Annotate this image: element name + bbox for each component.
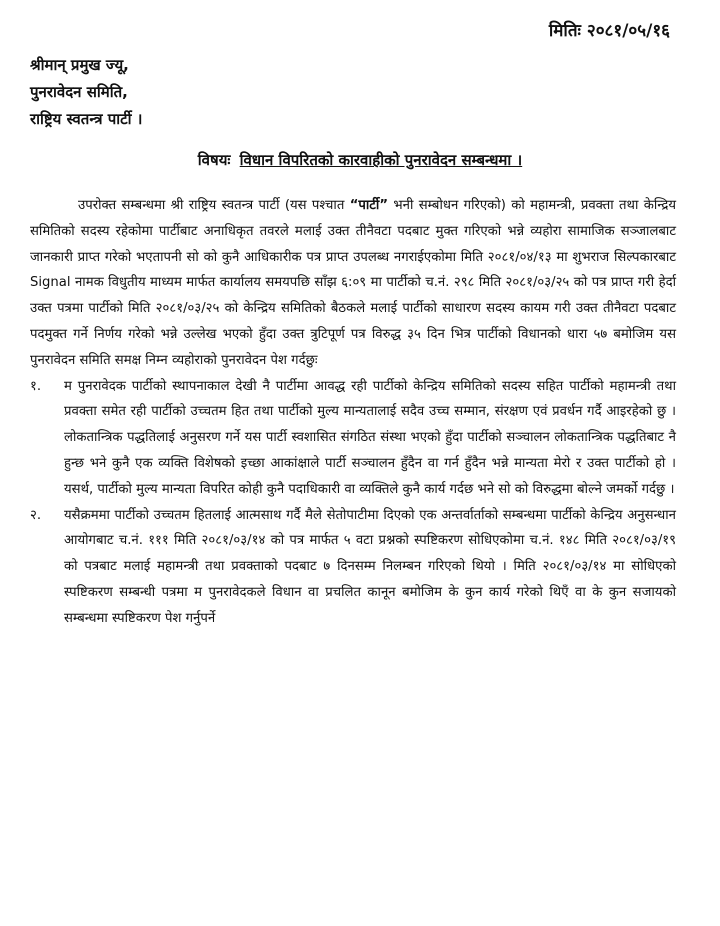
intro-paragraph bbox=[30, 193, 676, 374]
intro-quoted-term: “पार्टी” bbox=[349, 198, 388, 213]
intro-text-before: उपरोक्त सम्बन्धमा श्री राष्ट्रिय स्वतन्त्र पार्टी (यस पश्चात bbox=[78, 198, 350, 213]
addressee-line-2: पुनरावेदन समिति, bbox=[30, 83, 128, 101]
numbered-list bbox=[30, 374, 676, 632]
addressee-line-3: राष्ट्रिय स्वतन्त्र पार्टी । bbox=[30, 110, 143, 128]
letter-body bbox=[30, 193, 676, 632]
list-item-number: २. bbox=[30, 507, 42, 523]
list-item-text: यसैक्रममा पार्टीको उच्चतम हितलाई आत्मसाथ गर्दै मैले सेतोपाटीमा दिएको एक अन्तर्वार्ताको सम्बन्धमा पार्टीको केन्द्रिय अनुसन्धान आयोगबाट च.नं. १११ मिति २०८१/०३/१४ को पत्र मार्फत ५ वटा प्रश्नको स्पष्टिकरण सोधिएकोमा च.नं. १४८ मिति २०८१/०३/१९ को पत्रबाट मलाई महामन्त्री तथा प्रवक्ताको पदबाट ७ दिनसम्म निलम्बन गरिएको थियो । मिति २०८१/०३/१४ मा सोधिएको स्पष्टिकरण सम्बन्धी पत्रमा म पुनरावेदकले विधान वा प्रचलित कानून बमोजिम के कुन कार्य गरेको थिएँ वा के कुन सजायको सम्बन्धमा स्पष्टिकरण पेश गर्नुपर्ने bbox=[64, 507, 676, 626]
list-item-text: म पुनरावेदक पार्टीको स्थापनाकाल देखी नै पार्टीमा आवद्ध रही पार्टीको केन्द्रिय समितिको सदस्य सहित पार्टीको महामन्त्री तथा प्रवक्ता समेत रही पार्टीको उच्चतम हित तथा पार्टीको मुल्य मान्यतालाई सदैव उच्च सम्मान, संरक्षण एवं प्रवर्धन गर्दै आइरहेको छु । लोकतान्त्रिक पद्धतिलाई अनुसरण गर्ने यस पार्टी स्वशासित संगठित संस्था भएको हुँदा पार्टीको सञ्चालन लोकतान्त्रिक पद्धतिबाट नै हुन्छ भने कुनै एक व्यक्ति विशेषको इच्छा आकांक्षाले पार्टी सञ्चालन हुँदैन वा गर्न हुँदैन भन्ने मान्यता मेरो र उक्त पार्टीको हो । यसर्थ, पार्टीको मुल्य मान्यता विपरित कोही कुनै पदाधिकारी वा व्यक्तिले कुनै कार्य गर्दछ भने सो को विरुद्धमा बोल्ने जमर्को गर्दछु । bbox=[64, 378, 676, 497]
intro-text-after: भनी सम्बोधन गरिएको) को महामन्त्री, प्रवक्ता तथा केन्द्रिय समितिको सदस्य रहेकोमा पार्टीबाट अनाधिकृत तवरले मलाई उक्त तीनैवटा पदबाट मुक्त गरिएको भन्ने व्यहोरा सामाजिक सञ्जालबाट जानकारी प्राप्त गरेको भएतापनी सो को कुनै आधिकारीक पत्र प्राप्त उपलब्ध नगराईएकोमा मिति २०८१/०४/१३ मा शुभराज सिल्पकारबाट Signal नामक विधुतीय माध्यम मार्फत कार्यालय समयपछि साँझ ६:०९ मा पार्टीको च.नं. २९८ मिति २०८१/०३/२५ को पत्र प्राप्त गरी हेर्दा उक्त पत्रमा पार्टीको मिति २०८१/०३/२५ को केन्द्रिय समितिको बैठकले मलाई पार्टीको साधारण सदस्य कायम गरी उक्त तीनैवटा पदबाट पदमुक्त गर्ने निर्णय गरेको भन्ने उल्लेख भएको हुँदा उक्त त्रुटिपूर्ण पत्र विरुद्ध ३५ दिन भित्र पार्टीको विधानको धारा ५७ बमोजिम यस पुनरावेदन समिति समक्ष निम्न व्यहोराको पुनरावेदन पेश गर्दछुः bbox=[30, 198, 676, 368]
addressee-line-1: श्रीमान् प्रमुख ज्यू, bbox=[30, 56, 129, 74]
letter-date: मितिः २०८१/०५/१६ bbox=[548, 21, 670, 41]
list-item bbox=[30, 374, 676, 503]
subject-label: विषयः bbox=[197, 151, 231, 169]
list-item bbox=[30, 503, 676, 632]
subject-text: विधान विपरितको कारवाहीको पुनरावेदन सम्बन्धमा । bbox=[239, 151, 523, 169]
subject-line bbox=[0, 150, 720, 170]
list-item-number: १. bbox=[30, 378, 42, 394]
addressee-block bbox=[30, 52, 142, 133]
